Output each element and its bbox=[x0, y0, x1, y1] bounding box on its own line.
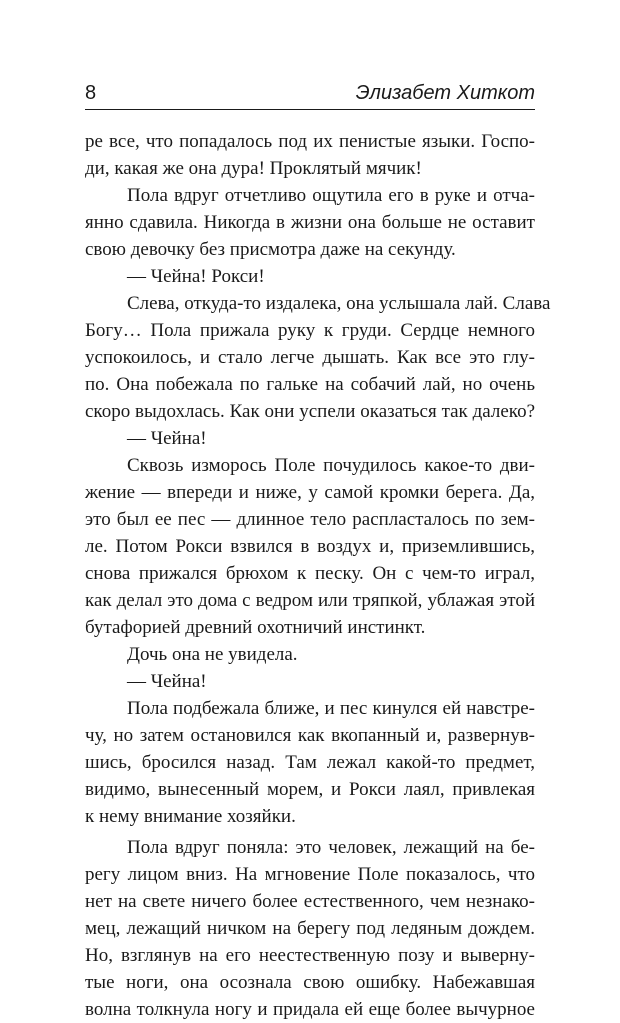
text-line: к нему внимание хозяйки. bbox=[85, 806, 296, 827]
text-line: Слева, откуда-то издалека, она услышала лай. Слава bbox=[127, 293, 551, 314]
text-line: нет на свете ничего более естественного, чем незнако- bbox=[85, 891, 535, 912]
text-line: успокоилось, и стало легче дышать. Как все это глу- bbox=[85, 347, 535, 368]
text-line: это был ее пес — длинное тело распласталось по зем- bbox=[85, 509, 535, 530]
text-line: янно сдавила. Никогда в жизни она больше не оставит bbox=[85, 212, 535, 233]
text-line: Пола подбежала ближе, и пес кинулся ей навстре- bbox=[127, 698, 535, 719]
text-line: — Чейна! bbox=[127, 428, 207, 449]
text-line: Дочь она не увидела. bbox=[127, 644, 298, 665]
text-line: волна толкнула ногу и придала ей еще более вычурное bbox=[85, 999, 535, 1020]
text-line: ди, какая же она дура! Проклятый мячик! bbox=[85, 158, 422, 179]
text-line: Но, взглянув на его неестественную позу и выверну- bbox=[85, 945, 535, 966]
text-line: ре все, что попадалось под их пенистые языки. Госпо- bbox=[85, 131, 535, 152]
page-number: 8 bbox=[85, 82, 97, 104]
text-line: — Чейна! bbox=[127, 671, 207, 692]
text-line: мец, лежащий ничком на берегу под ледяным дождем. bbox=[85, 918, 535, 939]
text-line: бутафорией древний охотничий инстинкт. bbox=[85, 617, 426, 638]
text-line: жение — впереди и ниже, у самой кромки берега. Да, bbox=[85, 482, 535, 503]
body-text bbox=[85, 128, 551, 1023]
text-line: тые ноги, она осознала свою ошибку. Набежавшая bbox=[85, 972, 535, 993]
text-line: снова прижался брюхом к песку. Он с чем-то играл, bbox=[85, 563, 535, 584]
text-line: шись, бросился назад. Там лежал какой-то предмет, bbox=[85, 752, 535, 773]
text-line: по. Она побежала по гальке на собачий лай, но очень bbox=[85, 374, 535, 395]
text-line: чу, но затем остановился как вкопанный и, развернув- bbox=[85, 725, 535, 746]
text-line: Сквозь изморось Поле почудилось какое-то дви- bbox=[127, 455, 535, 476]
text-line: видимо, вынесенный морем, и Рокси лаял, привлекая bbox=[85, 779, 535, 800]
text-line: скоро выдохлась. Как они успели оказаться так далеко? bbox=[85, 401, 535, 422]
text-line: как делал это дома с ведром или тряпкой, ублажая этой bbox=[85, 590, 535, 611]
text-line: Пола вдруг отчетливо ощутила его в руке и отча- bbox=[127, 185, 535, 206]
header-rule bbox=[85, 109, 535, 110]
text-line: свою девочку без присмотра даже на секунду. bbox=[85, 239, 456, 260]
text-line: Пола вдруг поняла: это человек, лежащий на бе- bbox=[127, 837, 535, 858]
running-head-author: Элизабет Хиткот bbox=[355, 82, 535, 104]
text-line: регу лицом вниз. На мгновение Поле показалось, что bbox=[85, 864, 535, 885]
text-line: ле. Потом Рокси взвился в воздух и, приземлившись, bbox=[85, 536, 535, 557]
text-line: Богу… Пола прижала руку к груди. Сердце немного bbox=[85, 320, 535, 341]
text-line: — Чейна! Рокси! bbox=[127, 266, 265, 287]
page-header bbox=[85, 80, 535, 110]
